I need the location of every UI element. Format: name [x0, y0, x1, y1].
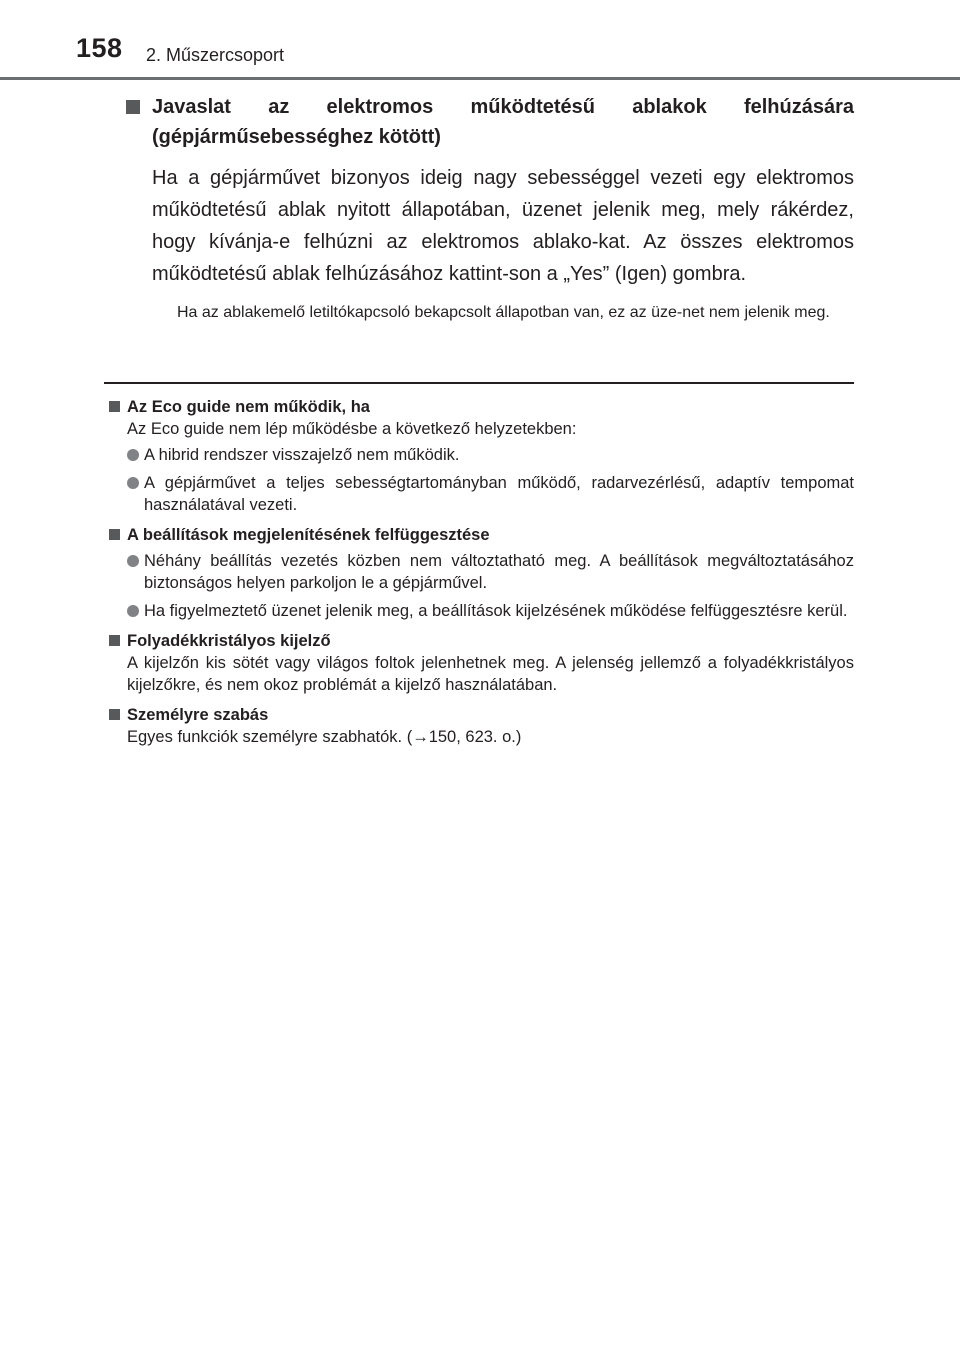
list-item-text: Néhány beállítás vezetés közben nem változtatható meg. A beállítások megváltoztatásához biztonságos helyen parkoljon le a gépjárművel.: [144, 552, 854, 592]
note-customization: [108, 704, 854, 748]
header-rule: [0, 77, 960, 80]
note-eco-guide: [108, 396, 854, 516]
square-bullet-icon: [109, 709, 120, 720]
list-item: [108, 550, 854, 594]
note-text: Az Eco guide nem lép működésbe a következő helyzetekben:: [127, 420, 577, 438]
circle-bullet-icon: [127, 449, 139, 461]
section-divider: [104, 382, 854, 384]
note-heading-text: Az Eco guide nem működik, ha: [127, 398, 370, 416]
section-body: Ha a gépjárművet bizonyos ideig nagy sebességgel vezeti egy elektromos működtetésű ablak nyitott állapotában, üzenet jelenik meg, mely rákérdez, hogy kívánja-e felhúzni az elektromos ablako-kat. Az összes elektromos működtetésű ablak felhúzásához kattint-son a „Yes” (Igen) gombra.: [152, 167, 854, 285]
note-lcd: [108, 630, 854, 696]
note-heading: [108, 524, 854, 546]
square-bullet-icon: [109, 529, 120, 540]
chapter-title: 2. Műszercsoport: [146, 45, 285, 65]
notes-list: [108, 396, 854, 756]
list-item-text: Ha figyelmeztető üzenet jelenik meg, a beállítások kijelzésének működése felfüggesztésre kerül.: [144, 602, 848, 620]
section-note: Ha az ablakemelő letiltókapcsoló bekapcsolt állapotban van, ez az üze-net nem jelenik meg.: [177, 304, 830, 321]
square-bullet-icon: [126, 100, 140, 114]
section-heading-text: Javaslat az elektromos működtetésű ablakok felhúzására (gépjárműsebességhez kötött): [152, 96, 854, 148]
note-heading: [108, 630, 854, 652]
list-item: [108, 600, 854, 622]
note-heading: [108, 704, 854, 726]
page-header: [0, 0, 960, 78]
circle-bullet-icon: [127, 555, 139, 567]
note-text: A kijelzőn kis sötét vagy világos foltok jelenhetnek meg. A jelenség jellemző a folyadékkristályos kijelzőkre, és nem okoz problémát a kijelző használatában.: [127, 654, 854, 694]
square-bullet-icon: [109, 401, 120, 412]
list-item-text: A gépjárművet a teljes sebességtartományban működő, radarvezérlésű, adaptív tempomat használatával vezeti.: [144, 474, 854, 514]
circle-bullet-icon: [127, 605, 139, 617]
note-heading-text: Személyre szabás: [127, 706, 269, 724]
circle-bullet-icon: [127, 477, 139, 489]
section-heading: [120, 92, 854, 152]
note-heading-text: A beállítások megjelenítésének felfüggesztése: [127, 526, 490, 544]
section-power-window-suggestion: [120, 92, 854, 324]
list-item: [108, 444, 854, 466]
page-number: 158: [76, 33, 123, 63]
note-text: Egyes funkciók személyre szabhatók. (→150, 623. o.): [127, 728, 522, 746]
list-item-text: A hibrid rendszer visszajelző nem működik.: [144, 446, 460, 464]
note-settings-suspension: [108, 524, 854, 622]
note-heading: [108, 396, 854, 418]
note-heading-text: Folyadékkristályos kijelző: [127, 632, 331, 650]
square-bullet-icon: [109, 635, 120, 646]
list-item: [108, 472, 854, 516]
